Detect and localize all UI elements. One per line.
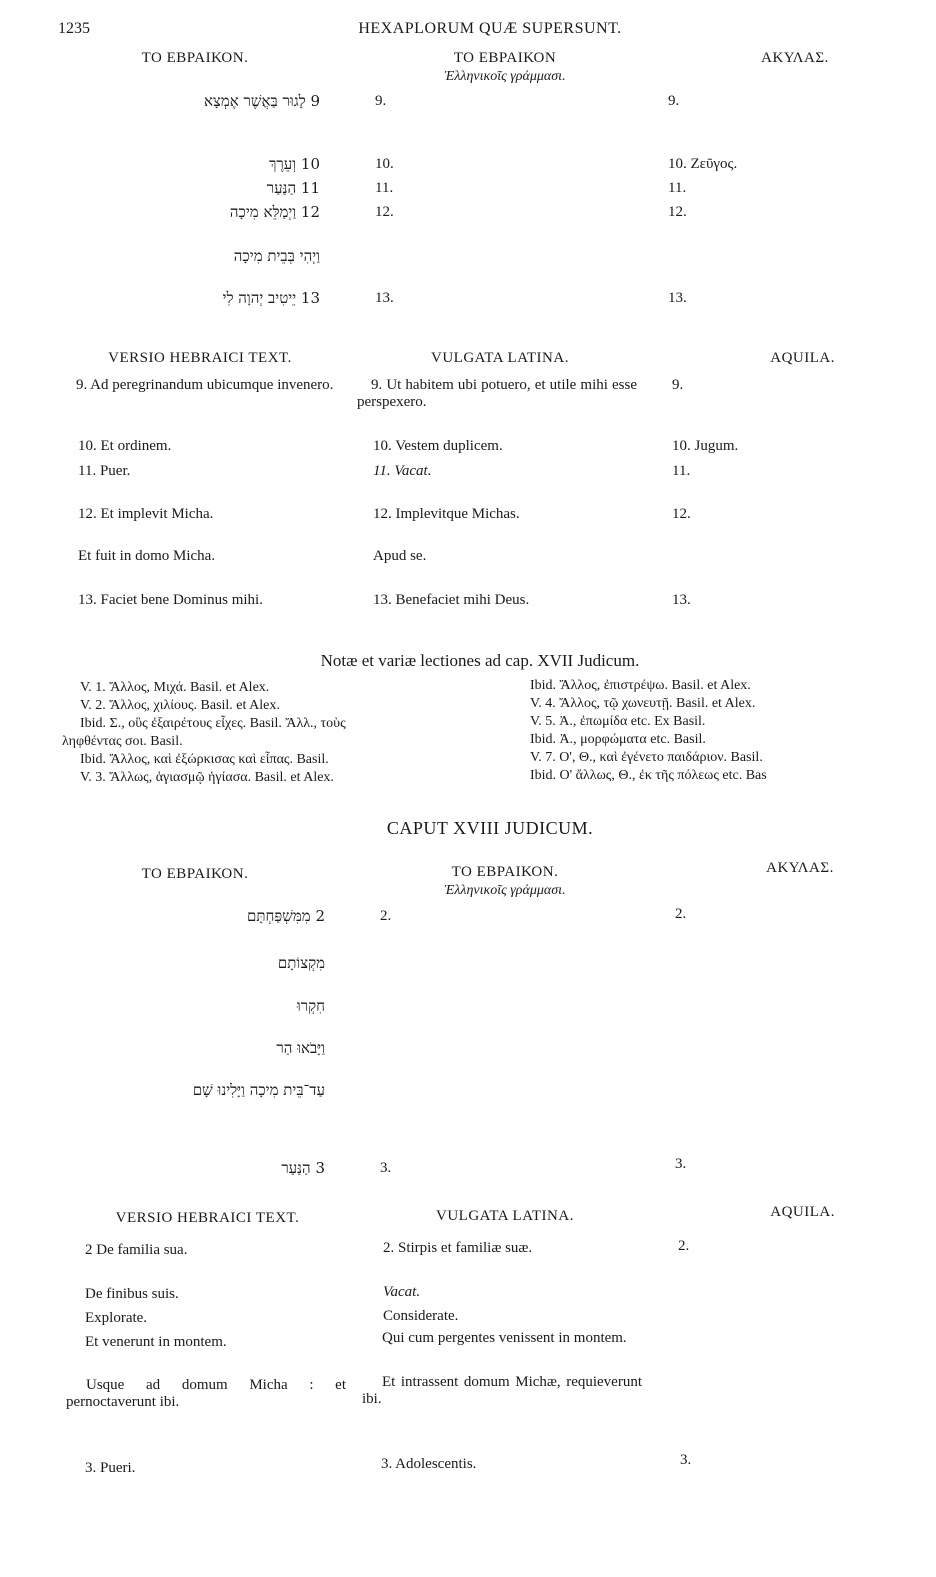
- ch18-hebrew-row: 2 מִמִּשְׁפַּחְתָּם: [247, 907, 325, 925]
- ch18-hebrew-row: עַד־בֵּית מִיכָה וַיָּלִינוּ שָׁם: [192, 1081, 325, 1099]
- note-line-left: V. 2. Ἄλλος, χιλίους. Basil. et Alex.: [80, 698, 280, 713]
- ch17-versio-cell: 11. Puer.: [78, 463, 131, 479]
- ch18-greek-cell: 3.: [380, 1160, 392, 1176]
- ch17-aquila-cell: 11.: [668, 180, 687, 196]
- ch17-versio-cell: 13. Faciet bene Dominus mihi.: [78, 592, 263, 608]
- ch17-greek-cell: 13.: [375, 290, 394, 306]
- ch18-greek-cell: 2.: [380, 908, 392, 924]
- page-number: 1235: [58, 20, 90, 37]
- ch18-col1-header: ΤΟ ΕΒΡΑΙΚΟΝ.: [141, 866, 249, 882]
- ch18-col3-header: ΑΚΥΛΑΣ.: [766, 860, 834, 876]
- ch17-versio-cell: 12. Et implevit Micha.: [78, 506, 214, 522]
- ch18-vulgata-cell: Qui cum pergentes venissent in montem.: [382, 1330, 627, 1346]
- ch17-aquila-cell: 12.: [668, 204, 687, 220]
- note-line-right: V. 4. Ἄλλος, τῷ χωνευτῇ. Basil. et Alex.: [530, 696, 756, 711]
- ch17-vulgata-cell: 13. Benefaciet mihi Deus.: [373, 592, 530, 608]
- ch17-vulgata-cell: 12. Implevitque Michas.: [373, 506, 520, 522]
- ch17-aquila-cell: 10. Jugum.: [672, 438, 739, 454]
- ch18-aquila-cell: 2.: [675, 906, 687, 922]
- ch17-greek-cell: 11.: [375, 180, 394, 196]
- ch17-aquila-cell: 13.: [672, 592, 691, 608]
- ch17-col2-subheader: Ἑλληνικοῖς γράμμασι.: [444, 69, 566, 84]
- note-line-left: Ibid. Ἄλλος, καὶ ἐξώρκισας καὶ εἶπας. Basil.: [80, 752, 329, 767]
- ch18-hebrew-row: מִקְצוֹתָם: [277, 954, 325, 972]
- ch18-hebrew-row: חִקְרוּ: [296, 997, 325, 1015]
- ch17-versio-cell: Et fuit in domo Micha.: [78, 548, 216, 564]
- ch17-vulgata-cell: 9. Ut habitem ubi potuero, et utile mihi esse perspexero.: [357, 377, 637, 410]
- ch18-aquila-cell: 3.: [675, 1156, 687, 1172]
- note-line-right: Ibid. Ἄλλος, ἐπιστρέψω. Basil. et Alex.: [530, 678, 751, 693]
- note-line-left: V. 1. Ἄλλος, Μιχά. Basil. et Alex.: [80, 680, 270, 695]
- ch17-versio-cell: 9. Ad peregrinandum ubicumque invenero.: [76, 377, 334, 393]
- chapter18-title: CAPUT XVIII JUDICUM.: [386, 818, 594, 838]
- ch18-versio-header: VERSIO HEBRAICI TEXT.: [115, 1210, 300, 1226]
- ch18-versio-cell: Explorate.: [85, 1310, 148, 1326]
- ch18-aquila-cell: 3.: [680, 1452, 692, 1468]
- ch17-hebrew-row: וַיְהִי בְּבֵית מִיכָה: [233, 247, 320, 265]
- note-line-left: V. 3. Ἄλλως, ἁγιασμῷ ἡγίασα. Basil. et Alex.: [80, 770, 334, 785]
- ch17-col3-header: ΑΚΥΛΑΣ.: [761, 50, 829, 66]
- ch18-vulgata-cell: Considerate.: [383, 1308, 459, 1324]
- ch17-aquila-cell: 10. Ζεῦγος.: [668, 156, 738, 172]
- ch17-greek-cell: 12.: [375, 204, 394, 220]
- ch18-vulgata-cell: 3. Adolescentis.: [381, 1456, 477, 1472]
- note-line-left: Ibid. Σ., οὓς ἐξαιρέτους εἶχες. Basil. Ἄλλ., τοὺς: [80, 716, 346, 731]
- ch17-hebrew-row: 9 לָגוּר בַּאֲשֶׁר אֶמְצָא: [204, 92, 320, 110]
- ch17-aquila-header: AQUILA.: [770, 350, 835, 366]
- ch18-versio-cell: Et venerunt in montem.: [85, 1334, 227, 1350]
- ch17-hebrew-row: 11 הַנַּעַר: [266, 179, 320, 197]
- ch17-hebrew-row: 10 וְעֵרֶךְ: [269, 155, 320, 173]
- ch17-vulgata-cell: 11. Vacat.: [373, 463, 432, 479]
- ch17-vulgata-cell: 10. Vestem duplicem.: [373, 438, 503, 454]
- ch18-hebrew-row: 3 הַנַּעַר: [281, 1159, 325, 1177]
- note-line-right: Ibid. Ο' ἄλλως, Θ., ἐκ τῆς πόλεως etc. Bas: [530, 768, 767, 783]
- note-line-right: V. 7. Ο', Θ., καὶ ἐγένετο παιδάριον. Basil.: [530, 750, 763, 765]
- ch17-aquila-cell: 12.: [672, 506, 691, 522]
- ch17-greek-cell: 9.: [375, 93, 387, 109]
- ch17-vulgata-cell: Apud se.: [373, 548, 427, 564]
- ch17-aquila-cell: 9.: [672, 377, 684, 393]
- ch17-hebrew-row: 12 וַיְמַלֵּא מִיכָה: [229, 203, 320, 221]
- ch18-vulgata-header: VULGATA LATINA.: [436, 1208, 574, 1224]
- ch18-vulgata-cell: Et intrassent domum Michæ, requieverunt ibi.: [362, 1374, 642, 1407]
- ch18-col2-subheader: Ἑλληνικοῖς γράμμασι.: [444, 883, 566, 898]
- running-title: HEXAPLORUM QUÆ SUPERSUNT.: [358, 20, 622, 37]
- ch17-aquila-cell: 11.: [672, 463, 691, 479]
- ch17-aquila-cell: 9.: [668, 93, 680, 109]
- ch18-col2-header: ΤΟ ΕΒΡΑΙΚΟΝ.: [451, 864, 559, 880]
- ch17-col2-header: ΤΟ ΕΒΡΑΙΚΟΝ: [453, 50, 557, 66]
- ch18-vulgata-cell: 2. Stirpis et familiæ suæ.: [383, 1240, 533, 1256]
- ch18-aquila-cell: 2.: [678, 1238, 690, 1254]
- ch18-versio-cell: Usque ad domum Micha : et pernoctaverunt ibi.: [66, 1377, 346, 1410]
- ch17-col1-header: ΤΟ ΕΒΡΑΙΚΟΝ.: [141, 50, 249, 66]
- ch18-hebrew-row: וַיָּבֹאוּ הַר: [276, 1039, 325, 1057]
- note-line-right: V. 5. Ἀ., ἐπωμίδα etc. Ex Basil.: [530, 714, 706, 729]
- ch17-versio-header: VERSIO HEBRAICI TEXT.: [108, 350, 292, 366]
- note-line-left: ληφθέντας σοι. Basil.: [62, 734, 183, 749]
- ch18-vulgata-cell: Vacat.: [383, 1284, 421, 1300]
- notes-title: Notæ et variæ lectiones ad cap. XVII Judicum.: [320, 651, 640, 670]
- ch17-versio-cell: 10. Et ordinem.: [78, 438, 172, 454]
- ch17-greek-cell: 10.: [375, 156, 394, 172]
- note-line-right: Ibid. Ἀ., μορφώματα etc. Basil.: [530, 732, 706, 747]
- ch18-versio-cell: 2 De familia sua.: [85, 1242, 188, 1258]
- ch18-versio-cell: 3. Pueri.: [85, 1460, 136, 1476]
- ch17-aquila-cell: 13.: [668, 290, 687, 306]
- ch17-vulgata-header: VULGATA LATINA.: [431, 350, 569, 366]
- ch18-aquila-header: AQUILA.: [770, 1204, 835, 1220]
- ch17-hebrew-row: 13 יֵיטִיב יְהוָה לִי: [222, 289, 320, 307]
- ch18-versio-cell: De finibus suis.: [85, 1286, 179, 1302]
